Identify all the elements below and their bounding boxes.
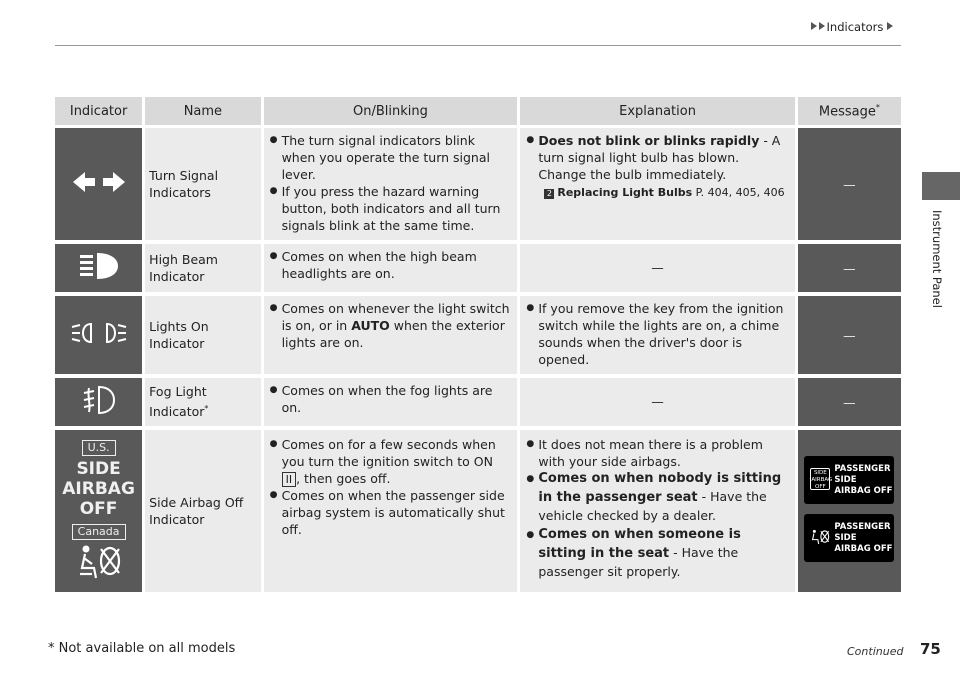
message-cell: — bbox=[798, 378, 901, 430]
list-item: ● If you remove the key from the ignition switch while the lights are on, a chime sounds when the driver's door is opened. bbox=[526, 300, 788, 368]
list-item: ● Comes on for a few seconds when you turn the ignition switch to ON II , then goes off. bbox=[270, 436, 512, 487]
ignition-position-key: II bbox=[282, 472, 297, 487]
column-header-on-blinking: On/Blinking bbox=[264, 97, 521, 128]
seated-person-airbag-off-icon bbox=[76, 544, 122, 580]
footnote-asterisk: * bbox=[875, 102, 880, 112]
table-row bbox=[55, 244, 901, 296]
message-cell: — bbox=[798, 296, 901, 378]
list-item: ● It does not mean there is a problem with your side airbags. bbox=[526, 436, 788, 470]
message-display-passenger-airbag-off: SIDE AIRBAG OFF PASSENGER SIDE AIRBAG OFF bbox=[804, 456, 894, 504]
explanation-cell bbox=[520, 296, 797, 378]
breadcrumb-arrow-icon bbox=[819, 22, 825, 30]
list-item: ● Comes on when nobody is sitting in the passenger seat - Have the vehicle checked by a dealer. bbox=[526, 470, 788, 526]
table-row bbox=[55, 296, 901, 378]
breadcrumb-arrow-icon bbox=[887, 22, 893, 30]
on-blinking-cell bbox=[264, 378, 521, 430]
region-tag-canada: Canada bbox=[72, 524, 126, 540]
indicator-cell bbox=[55, 128, 145, 244]
breadcrumb bbox=[811, 20, 895, 34]
indicator-name: Turn Signal Indicators bbox=[145, 128, 263, 244]
indicator-cell bbox=[55, 244, 145, 296]
column-header-explanation: Explanation bbox=[520, 97, 797, 128]
explanation-cell bbox=[520, 128, 797, 244]
indicator-cell bbox=[55, 296, 145, 378]
list-item: ● Comes on when the passenger side airbag system is automatically shut off. bbox=[270, 487, 512, 538]
on-blinking-cell bbox=[264, 430, 521, 596]
header-divider bbox=[55, 45, 901, 46]
side-airbag-off-label: SIDE AIRBAG OFF bbox=[62, 459, 135, 519]
column-header-indicator: Indicator bbox=[55, 97, 145, 128]
indicator-name: Side Airbag Off Indicator bbox=[145, 430, 263, 596]
high-beam-icon bbox=[77, 250, 121, 282]
indicator-name: High Beam Indicator bbox=[145, 244, 263, 296]
message-cell bbox=[798, 430, 901, 596]
cross-reference-link[interactable]: 2 Replacing Light Bulbs P. 404, 405, 406 bbox=[526, 185, 788, 200]
table-row bbox=[55, 430, 901, 596]
indicator-cell bbox=[55, 430, 145, 596]
section-tab-label: Instrument Panel bbox=[930, 210, 944, 308]
on-blinking-cell bbox=[264, 296, 521, 378]
seated-person-airbag-off-icon bbox=[810, 526, 830, 548]
footnote-asterisk: * bbox=[204, 404, 209, 414]
indicator-cell bbox=[55, 378, 145, 430]
reference-arrow-icon: 2 bbox=[544, 189, 554, 199]
column-header-name: Name bbox=[145, 97, 263, 128]
list-item: ● Comes on when someone is sitting in the seat - Have the passenger sit properly. bbox=[526, 526, 788, 582]
list-item: ● If you press the hazard warning button, both indicators and all turn signals blink at the same time. bbox=[270, 183, 512, 234]
continued-label: Continued bbox=[847, 645, 904, 658]
list-item: ● The turn signal indicators blink when you operate the turn signal lever. bbox=[270, 132, 512, 183]
fog-light-icon bbox=[81, 384, 117, 416]
on-blinking-cell bbox=[264, 128, 521, 244]
section-tab-marker bbox=[922, 172, 960, 200]
list-item: ● Does not blink or blinks rapidly - A turn signal light bulb has blown. Change the bulb immediately. bbox=[526, 132, 788, 183]
list-item: ● Comes on whenever the light switch is on, or in AUTO when the exterior lights are on. bbox=[270, 300, 512, 351]
message-cell: — bbox=[798, 128, 901, 244]
side-airbag-off-mini-icon: SIDE AIRBAG OFF bbox=[811, 470, 833, 490]
list-item: ● Comes on when the high beam headlights are on. bbox=[270, 248, 512, 282]
message-display-passenger-airbag-off: PASSENGER SIDE AIRBAG OFF bbox=[804, 514, 894, 562]
breadcrumb-arrow-icon bbox=[811, 22, 817, 30]
indicator-table bbox=[55, 97, 901, 596]
page-number: 75 bbox=[920, 640, 941, 658]
breadcrumb-label: Indicators bbox=[826, 20, 884, 34]
column-header-message: Message* bbox=[798, 97, 901, 128]
indicator-name: Lights On Indicator bbox=[145, 296, 263, 378]
turn-signal-arrows-icon bbox=[71, 169, 127, 195]
list-item: ● Comes on when the fog lights are on. bbox=[270, 382, 512, 416]
region-tag-us: U.S. bbox=[82, 440, 116, 456]
explanation-cell: — bbox=[520, 244, 797, 296]
table-row bbox=[55, 128, 901, 244]
explanation-cell: — bbox=[520, 378, 797, 430]
footnote: * Not available on all models bbox=[48, 641, 236, 656]
on-blinking-cell bbox=[264, 244, 521, 296]
message-cell: — bbox=[798, 244, 901, 296]
explanation-cell bbox=[520, 430, 797, 596]
table-row bbox=[55, 378, 901, 430]
lights-on-icon bbox=[69, 320, 129, 346]
indicator-name: Fog Light Indicator* bbox=[145, 378, 263, 430]
